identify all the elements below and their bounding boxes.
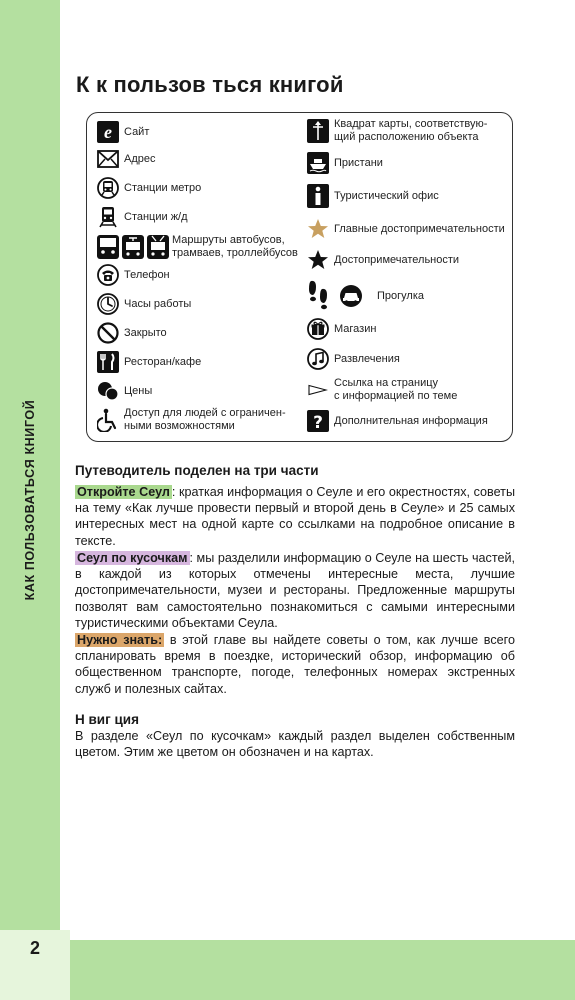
- page-arrow-icon: [307, 384, 329, 396]
- part-seoul-pieces: Сеул по кусочкам : мы разделили информацию о Сеуле на шесть частей, в каждой из которых отмечены интересные места, лучшие достопримечательности, музеи и рестораны. Предложенные маршруты позволят вам самостоятельно познакомиться с самыми интересными туристическими объектами Сеула.: [75, 551, 515, 630]
- legend-item-entertainment: Развлечения: [307, 348, 400, 370]
- envelope-icon: [97, 149, 119, 169]
- map-square-icon: [307, 119, 329, 143]
- ship-icon: [307, 152, 329, 174]
- legend-item-phone: Телефон: [97, 264, 170, 286]
- closed-icon: [97, 322, 119, 344]
- question-icon: [307, 410, 329, 432]
- train-icon: [97, 206, 119, 228]
- legend-item-walk: Прогулка: [307, 279, 424, 313]
- legend-item-bus-routes: Маршруты автобусов, трамваев, троллейбусов: [97, 234, 298, 260]
- highlight-open-seoul: Откройте Сеул: [77, 485, 170, 499]
- legend-item-restaurant: Ресторан/кафе: [97, 351, 201, 373]
- gift-icon: [307, 318, 329, 340]
- black-star-icon: [307, 249, 329, 271]
- fork-knife-icon: [97, 351, 119, 373]
- legend-item-tourist-office: Туристический офис: [307, 184, 439, 208]
- clock-icon: [97, 293, 119, 315]
- highlight-seoul-pieces: Сеул по кусочкам: [77, 551, 188, 565]
- legend-item-closed: Закрыто: [97, 322, 167, 344]
- wheelchair-icon: [97, 408, 119, 432]
- legend-item-prices: Цены: [97, 380, 152, 402]
- legend-item-shop: Магазин: [307, 318, 376, 340]
- icon-legend-box: [86, 112, 513, 442]
- part-need-to-know: Нужно знать: в этой главе вы найдете советы о том, как лучше всего спланировать время в поездке, исторический обзор, информацию об общественном транспорте, погоде, телефонных номерах экстренных служб и полезных сайтах.: [75, 633, 515, 696]
- legend-item-website: e Сайт: [97, 121, 149, 143]
- svg-text:e: e: [104, 122, 112, 142]
- website-icon: [97, 121, 119, 143]
- music-note-icon: [307, 348, 329, 370]
- coins-icon: [97, 380, 119, 402]
- bus-tram-trolleybus-icons: [97, 235, 169, 259]
- footprints-car-icon: [307, 279, 363, 313]
- legend-item-piers: Пристани: [307, 152, 383, 174]
- guide-parts-heading: Путеводитель поделен на три части: [75, 463, 319, 478]
- page-number: 2: [29, 938, 40, 958]
- phone-icon: [97, 264, 119, 286]
- bottom-band: [70, 940, 575, 1000]
- gold-star-icon: [307, 218, 329, 240]
- navigation-text: В разделе «Сеул по кусочкам» каждый раздел выделен собственным цветом. Этим же цветом он обозначен и на картах.: [75, 729, 515, 760]
- legend-item-extra-info: ? Дополнительная информация: [307, 410, 488, 432]
- legend-item-address: Адрес: [97, 149, 156, 169]
- navigation-heading: Н виг ция: [75, 712, 139, 727]
- highlight-need-to-know: Нужно знать:: [77, 633, 163, 647]
- legend-item-map-square: Квадрат карты, соответствую- щий расположению объекта: [307, 118, 487, 144]
- info-icon: [307, 184, 329, 208]
- svg-text:?: ?: [313, 413, 323, 432]
- part-open-seoul: Откройте Сеул : краткая информация о Сеуле и его окрестностях, советы на тему «Как лучше провести первый и второй день в Сеуле» и 25 самых интересных мест на одной карте со ссылками на подробное описание в тексте.: [75, 485, 516, 548]
- legend-item-accessibility: Доступ для людей с ограничен- ными возможностями: [97, 407, 286, 433]
- page-title: К к пользов ться книгой: [76, 72, 344, 97]
- legend-item-page-link: Ссылка на страницу с информацией по теме: [307, 377, 457, 403]
- metro-icon: [97, 177, 119, 199]
- legend-item-main-sights: Главные достопримечательности: [307, 218, 505, 240]
- legend-item-metro: Станции метро: [97, 177, 201, 199]
- sidebar-vertical-label: КАК ПОЛЬЗОВАТЬСЯ КНИГОЙ: [23, 399, 37, 601]
- legend-item-hours: Часы работы: [97, 293, 191, 315]
- legend-item-sights: Достопримечательности: [307, 249, 459, 271]
- legend-item-train: Станции ж/д: [97, 206, 188, 228]
